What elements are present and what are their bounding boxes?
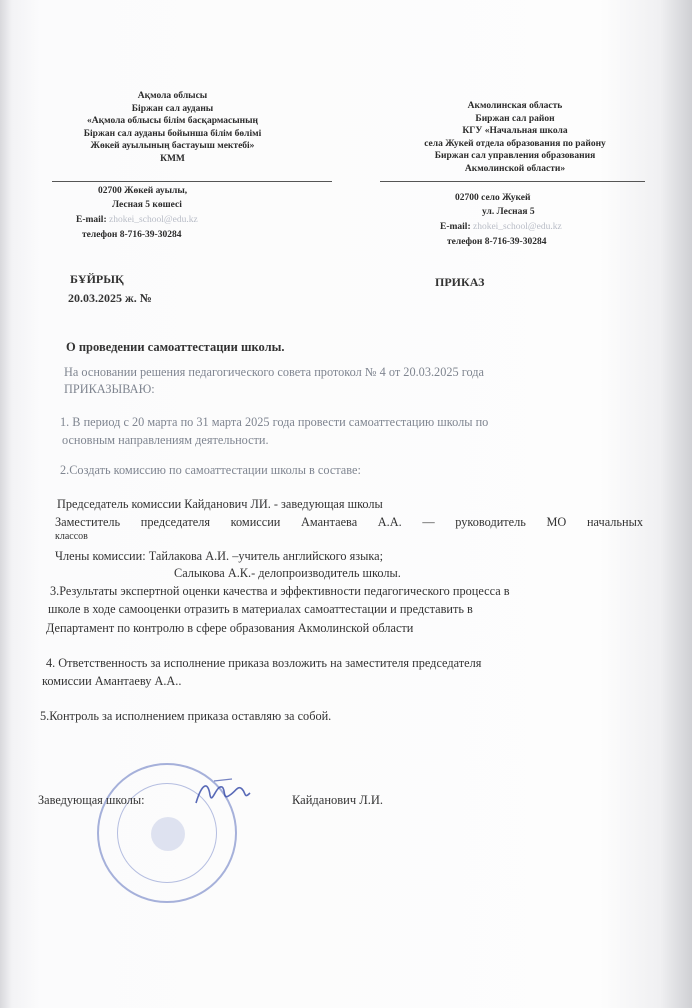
right-address-line: 02700 село Жукей: [455, 193, 531, 203]
item-3: 3.Результаты экспертной оценки качества и эффективности педагогического процесса в: [50, 584, 510, 598]
right-phone: телефон 8-716-39-30284: [447, 237, 547, 247]
item-4-cont: комиссии Амантаеву А.А..: [42, 674, 182, 688]
header-rule-right: [380, 181, 645, 182]
order-title-kz: БҰЙРЫҚ: [70, 272, 124, 286]
signatory-name: Кайданович Л.И.: [292, 793, 384, 807]
right-header-line: Биржан сал район: [475, 113, 555, 124]
item-3-cont: школе в ходе самооценки отразить в материалах самоаттестации и представить в: [48, 602, 473, 616]
left-email-label: E-mail:: [76, 215, 107, 225]
right-header-line: Акмолинской области»: [464, 163, 566, 174]
left-phone: телефон 8-716-39-30284: [82, 230, 182, 240]
order-title-ru: ПРИКАЗ: [435, 275, 485, 289]
right-email-value: zhokei_school@edu.kz: [472, 222, 562, 232]
commission-member-2: Салыкова А.К.- делопроизводитель школы.: [174, 566, 401, 580]
right-header: [385, 100, 645, 176]
seal-emblem: [151, 817, 185, 851]
left-header-line: Біржан сал ауданы: [131, 103, 214, 114]
basis-text: На основании решения педагогического совета протокол № 4 от 20.03.2025 года: [64, 365, 484, 379]
left-address-line: Лесная 5 көшесі: [112, 200, 182, 210]
item-1-cont: основным направлениям деятельности.: [62, 433, 269, 447]
right-address-line: ул. Лесная 5: [482, 207, 535, 217]
right-email: [440, 221, 562, 234]
commission-deputy-cont: классов: [55, 531, 88, 542]
left-header: [40, 90, 305, 166]
item-5: 5.Контроль за исполнением приказа оставляю за собой.: [40, 709, 332, 723]
commission-deputy: Заместитель председателя комиссии Амантаева А.А. — руководитель МО начальных: [55, 515, 643, 529]
right-header-line: Биржан сал управления образования: [434, 151, 596, 162]
left-header-line: Ақмола облысы: [137, 91, 208, 101]
order-verb: ПРИКАЗЫВАЮ:: [64, 382, 155, 396]
left-header-line: Біржан сал ауданы бойынша білім бөлімі: [83, 128, 262, 139]
commission-chair: Председатель комиссии Кайданович ЛИ. - заведующая школы: [57, 497, 383, 511]
right-email-label: E-mail:: [440, 222, 471, 232]
left-header-line: «Ақмола облысы білім басқармасының: [87, 116, 258, 127]
left-header-line: Жөкей ауылының бастауыш мектебі»: [90, 141, 255, 152]
item-2: 2.Создать комиссию по самоаттестации школы в составе:: [60, 463, 361, 477]
left-email-value: zhokei_school@edu.kz: [108, 215, 198, 225]
left-email: [76, 214, 198, 227]
left-header-line: КММ: [160, 153, 185, 164]
header-rule-left: [52, 181, 332, 182]
left-address-line: 02700 Жөкей ауылы,: [98, 186, 188, 196]
item-1: 1. В период с 20 марта по 31 марта 2025 года провести самоаттестацию школы по: [60, 415, 489, 429]
item-3-cont-2: Департамент по контролю в сфере образования Акмолинской области: [46, 621, 414, 635]
right-header-line: Акмолинская область: [467, 101, 563, 111]
order-subject: О проведении самоаттестации школы.: [66, 340, 285, 354]
right-header-line: села Жукей отдела образования по району: [424, 138, 606, 149]
handwritten-signature: [192, 775, 254, 811]
item-4: 4. Ответственность за исполнение приказа возложить на заместителя председателя: [46, 656, 482, 670]
signatory-role: Заведующая школы:: [38, 793, 145, 807]
commission-members: Члены комиссии: Тайлакова А.И. –учитель английского языка;: [55, 549, 384, 563]
order-date-number: 20.03.2025 ж. №: [68, 291, 152, 305]
right-header-line: КГУ «Начальная школа: [462, 126, 568, 137]
